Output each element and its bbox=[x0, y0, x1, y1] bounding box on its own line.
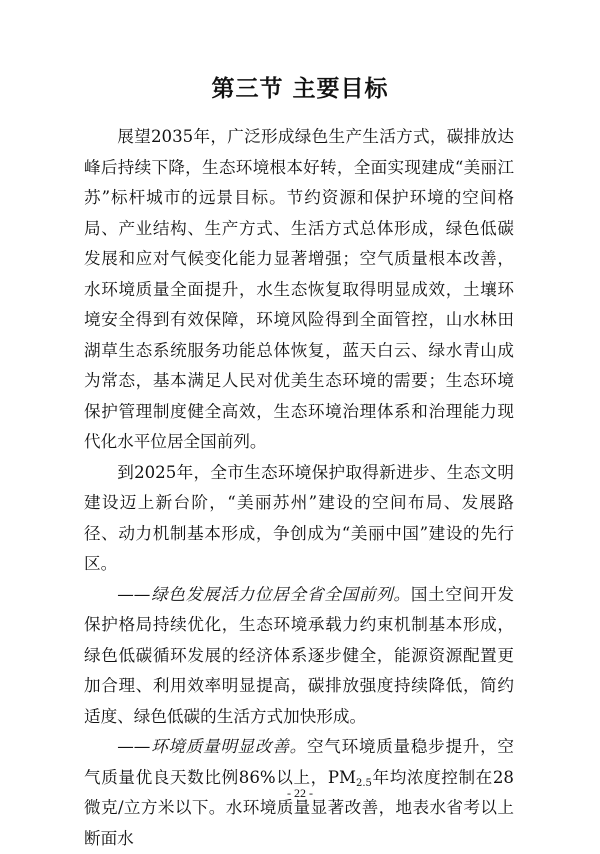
section-title: 第三节 主要目标 bbox=[211, 76, 389, 102]
environment-quality-text-after: 年均浓度控制在28微克/立方米以下。水环境质量显著改善，地表水省考以上断面水 bbox=[84, 767, 514, 848]
paragraph-vision-2035: 展望2035年，广泛形成绿色生产生活方式，碳排放达峰后持续下降，生态环境根本好转，全面实现建成“美丽江苏”标杆城市的远景目标。节约资源和保护环境的空间格局、产业结构、生产方式、生活方式总体形成，绿色低碳发展和应对气候变化能力显著增强；空气质量根本改善，水环境质量全面提升，水生态恢复取得明显成效，土壤环境安全得到有效保障，环境风险得到全面管控，山水林田湖草生态系统服务功能总体恢复，蓝天白云、绿水青山成为常态，基本满足人民对优美生态环境的需要；生态环境保护管理制度健全高效，生态环境治理体系和治理能力现代化水平位居全国前列。 bbox=[84, 127, 514, 451]
document-body bbox=[84, 122, 514, 854]
environment-quality-text-before: 空气环境质量稳步提升，空气质量优良天数比例86%以上， bbox=[84, 737, 515, 787]
pm-subscript: 2.5 bbox=[356, 777, 372, 789]
pm-label: PM bbox=[327, 767, 356, 787]
paragraph-green-development bbox=[84, 580, 514, 733]
paragraph-goal-2025: 到2025年，全市生态环境保护取得新进步、生态文明建设迈上新台阶，“美丽苏州”建设的空间布局、发展路径、动力机制基本形成，争创成为“美丽中国”建设的先行区。 bbox=[84, 462, 514, 573]
green-development-text: 国土空间开发保护格局持续优化，生态环境承载力约束机制基本形成，绿色低碳循环发展的经济体系逐步健全，能源资源配置更加合理、利用效率明显提高，碳排放强度持续降低，简约适度、绿色低碳的生活方式加快形成。 bbox=[84, 584, 514, 726]
environment-quality-heading: ——环境质量明显改善。 bbox=[117, 737, 307, 756]
green-development-heading: ——绿色发展活力位居全省全国前列。 bbox=[117, 584, 411, 604]
page-number: - 22 - bbox=[287, 786, 313, 800]
